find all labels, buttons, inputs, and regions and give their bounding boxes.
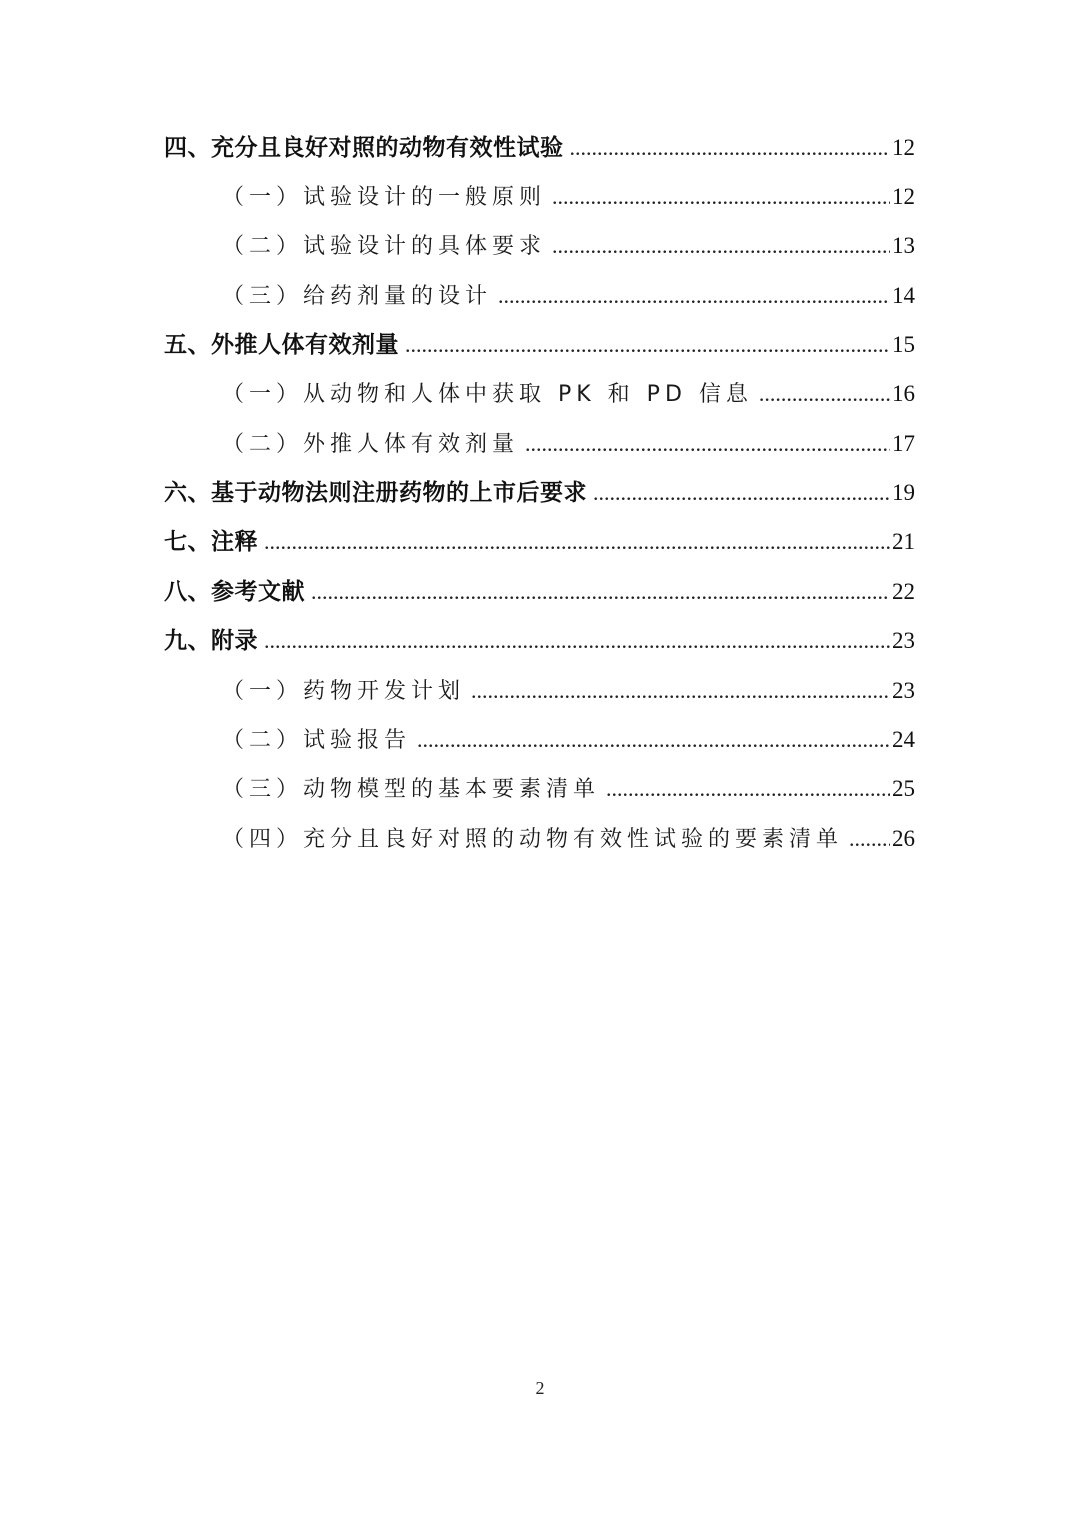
toc-entry[interactable] [222,769,915,809]
toc-entry[interactable] [222,374,915,414]
toc-entry-title: （三）动物模型的基本要素清单 [222,777,601,802]
toc-dot-leader [593,473,890,513]
toc-dot-leader [311,572,890,612]
toc-entry-page: 23 [892,678,915,703]
toc-entry-title: （四）充分且良好对照的动物有效性试验的要素清单 [222,827,844,852]
toc-entry[interactable] [222,424,915,464]
toc-entry-title: 四、充分且良好对照的动物有效性试验 [164,135,564,161]
toc-entry-page: 22 [892,579,915,604]
toc-dot-leader [417,720,890,760]
toc-dot-leader [525,424,890,464]
toc-dot-leader [570,128,891,168]
toc-entry-page: 21 [892,529,915,554]
toc-entry-title: （二）试验设计的具体要求 [222,234,547,259]
toc-dot-leader [606,769,890,809]
toc-entry-title: 六、基于动物法则注册药物的上市后要求 [164,480,587,506]
toc-dot-leader [552,177,890,217]
toc-entry[interactable] [222,177,915,217]
toc-entry-page: 24 [892,727,915,752]
toc-entry[interactable] [164,621,915,661]
toc-dot-leader [264,522,890,562]
toc-entry-page: 13 [892,233,915,258]
toc-entry-page: 26 [892,826,915,851]
toc-entry[interactable] [222,276,915,316]
toc-entry-page: 23 [892,628,915,653]
toc-entry-page: 14 [892,283,915,308]
toc-entry-title: 五、外推人体有效剂量 [164,332,399,358]
toc-entry-page: 19 [892,480,915,505]
toc-entry-page: 12 [892,135,915,160]
toc-entry[interactable] [222,819,915,859]
toc-entry-title: （一）试验设计的一般原则 [222,185,547,210]
toc-entry-title: （一）药物开发计划 [222,679,466,704]
toc-dot-leader [471,671,890,711]
toc-entry[interactable] [164,128,915,168]
toc-entry[interactable] [164,522,915,562]
toc-entry[interactable] [164,572,915,612]
toc-dot-leader [552,226,890,266]
toc-entry-page: 17 [892,431,915,456]
toc-entry-title: （三）给药剂量的设计 [222,284,493,309]
toc-dot-leader [759,374,890,414]
toc-dot-leader [405,325,890,365]
toc-dot-leader [264,621,890,661]
toc-entry-page: 16 [892,381,915,406]
toc-dot-leader [849,819,890,859]
toc-entry[interactable] [222,671,915,711]
toc-entry[interactable] [164,473,915,513]
toc-entry-title: 八、参考文献 [164,579,305,605]
toc-entry-title: （二）外推人体有效剂量 [222,432,520,457]
toc-entry-page: 25 [892,776,915,801]
toc-entry[interactable] [222,720,915,760]
toc-entry-page: 15 [892,332,915,357]
toc-entry-title: （一）从动物和人体中获取 PK 和 PD 信息 [222,382,753,407]
toc-entry-title: （二）试验报告 [222,728,412,753]
page-number: 2 [535,1378,545,1398]
toc-entry-page: 12 [892,184,915,209]
toc-entry-title: 九、附录 [164,628,258,654]
toc-entry[interactable] [164,325,915,365]
toc-entry[interactable] [222,226,915,266]
toc-entry-title: 七、注释 [164,529,258,555]
toc-dot-leader [498,276,890,316]
